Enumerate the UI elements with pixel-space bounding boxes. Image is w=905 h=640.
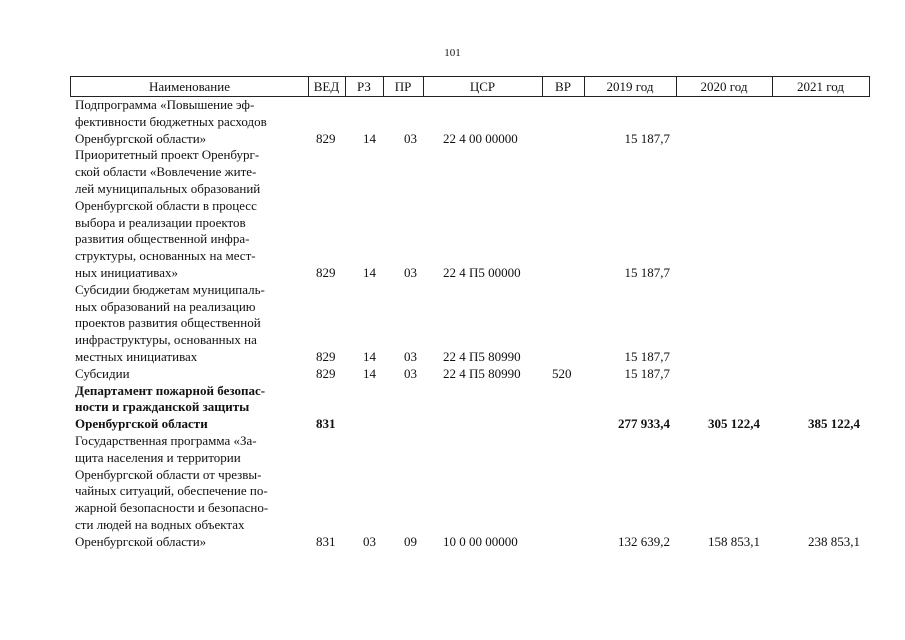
header-rz: РЗ [345,77,384,96]
cell-vr: 520 [552,365,572,381]
cell-ved: 829 [316,349,336,364]
row-name-line: Оренбургской области от чрезвы- [75,466,262,482]
header-ved: ВЕД [308,77,346,96]
header-2019: 2019 год [584,77,677,96]
row-name-line: Департамент пожарной безопас- [75,382,266,398]
header-name: Наименование [71,77,309,96]
row-name-line: местных инициативах [75,349,198,364]
cell-2019: 15 187,7 [624,265,670,280]
cell-2021: 385 122,4 [808,416,860,432]
row-name-line: Оренбургской области» [75,130,207,146]
cell-pr: 03 [404,265,417,280]
cell-ved: 831 [316,533,336,549]
cell-2019: 15 187,7 [624,130,670,146]
row-name-line: Оренбургской области [75,416,208,432]
row-name-line: фективности бюджетных расходов [75,113,267,129]
cell-pr: 03 [404,365,417,381]
header-2021: 2021 год [797,79,844,94]
cell-2019: 15 187,7 [624,365,670,381]
cell-ved: 829 [316,265,336,280]
cell-csr: 22 4 П5 80990 [443,365,521,381]
cell-csr: 10 0 00 00000 [443,533,518,549]
cell-csr: 22 4 П5 00000 [443,265,521,280]
cell-ved: 829 [316,130,336,146]
row-name-line: проектов развития общественной [75,315,261,331]
row-name-line: чайных ситуаций, обеспечение по- [75,483,268,499]
cell-ved: 829 [316,365,336,381]
cell-2020: 305 122,4 [708,416,760,432]
row-name-line: ской области «Вовлечение жите- [75,164,257,180]
cell-ved: 831 [316,416,336,432]
row-name-line: Приоритетный проект Оренбург- [75,147,260,163]
page-number: 101 [444,47,461,59]
row-name-line: щита населения и территории [75,449,241,465]
row-name-line: ных инициативах» [75,265,179,280]
cell-pr: 03 [404,349,417,364]
row-name-line: Оренбургской области в процесс [75,197,257,213]
cell-2020: 158 853,1 [708,533,760,549]
row-name-line: ных образований на реализацию [75,298,256,314]
cell-2019: 132 639,2 [618,533,670,549]
cell-2021: 238 853,1 [808,533,860,549]
row-name-line: выбора и реализации проектов [75,214,246,230]
row-name-line: развития общественной инфра- [75,231,250,247]
cell-rz: 14 [363,130,376,146]
row-name-line: Субсидии [75,365,130,381]
cell-csr: 22 4 00 00000 [443,130,518,146]
row-name-line: Подпрограмма «Повышение эф- [75,97,255,112]
cell-rz: 14 [363,349,376,364]
row-name-line: лей муниципальных образований [75,181,261,196]
table-header [70,76,870,97]
header-vr: ВР [542,77,585,96]
row-name-line: инфраструктуры, основанных на [75,332,257,348]
header-pr: ПР [383,77,424,96]
row-name-line: структуры, основанных на мест- [75,248,256,264]
cell-rz: 03 [363,533,376,549]
cell-csr: 22 4 П5 80990 [443,349,521,364]
row-name-line: Субсидии бюджетам муниципаль- [75,281,265,297]
row-name-line: Государственная программа «За- [75,433,257,448]
cell-pr: 09 [404,533,417,549]
row-name-line: жарной безопасности и безопасно- [75,500,269,516]
cell-rz: 14 [363,265,376,280]
row-name-line: Оренбургской области» [75,533,207,549]
cell-2019: 15 187,7 [624,349,670,364]
cell-2019: 277 933,4 [618,416,670,432]
row-name-line: сти людей на водных объектах [75,517,245,532]
header-2020: 2020 год [676,77,773,96]
cell-rz: 14 [363,365,376,381]
cell-pr: 03 [404,130,417,146]
header-csr: ЦСР [423,77,543,96]
row-name-line: ности и гражданской защиты [75,399,250,415]
